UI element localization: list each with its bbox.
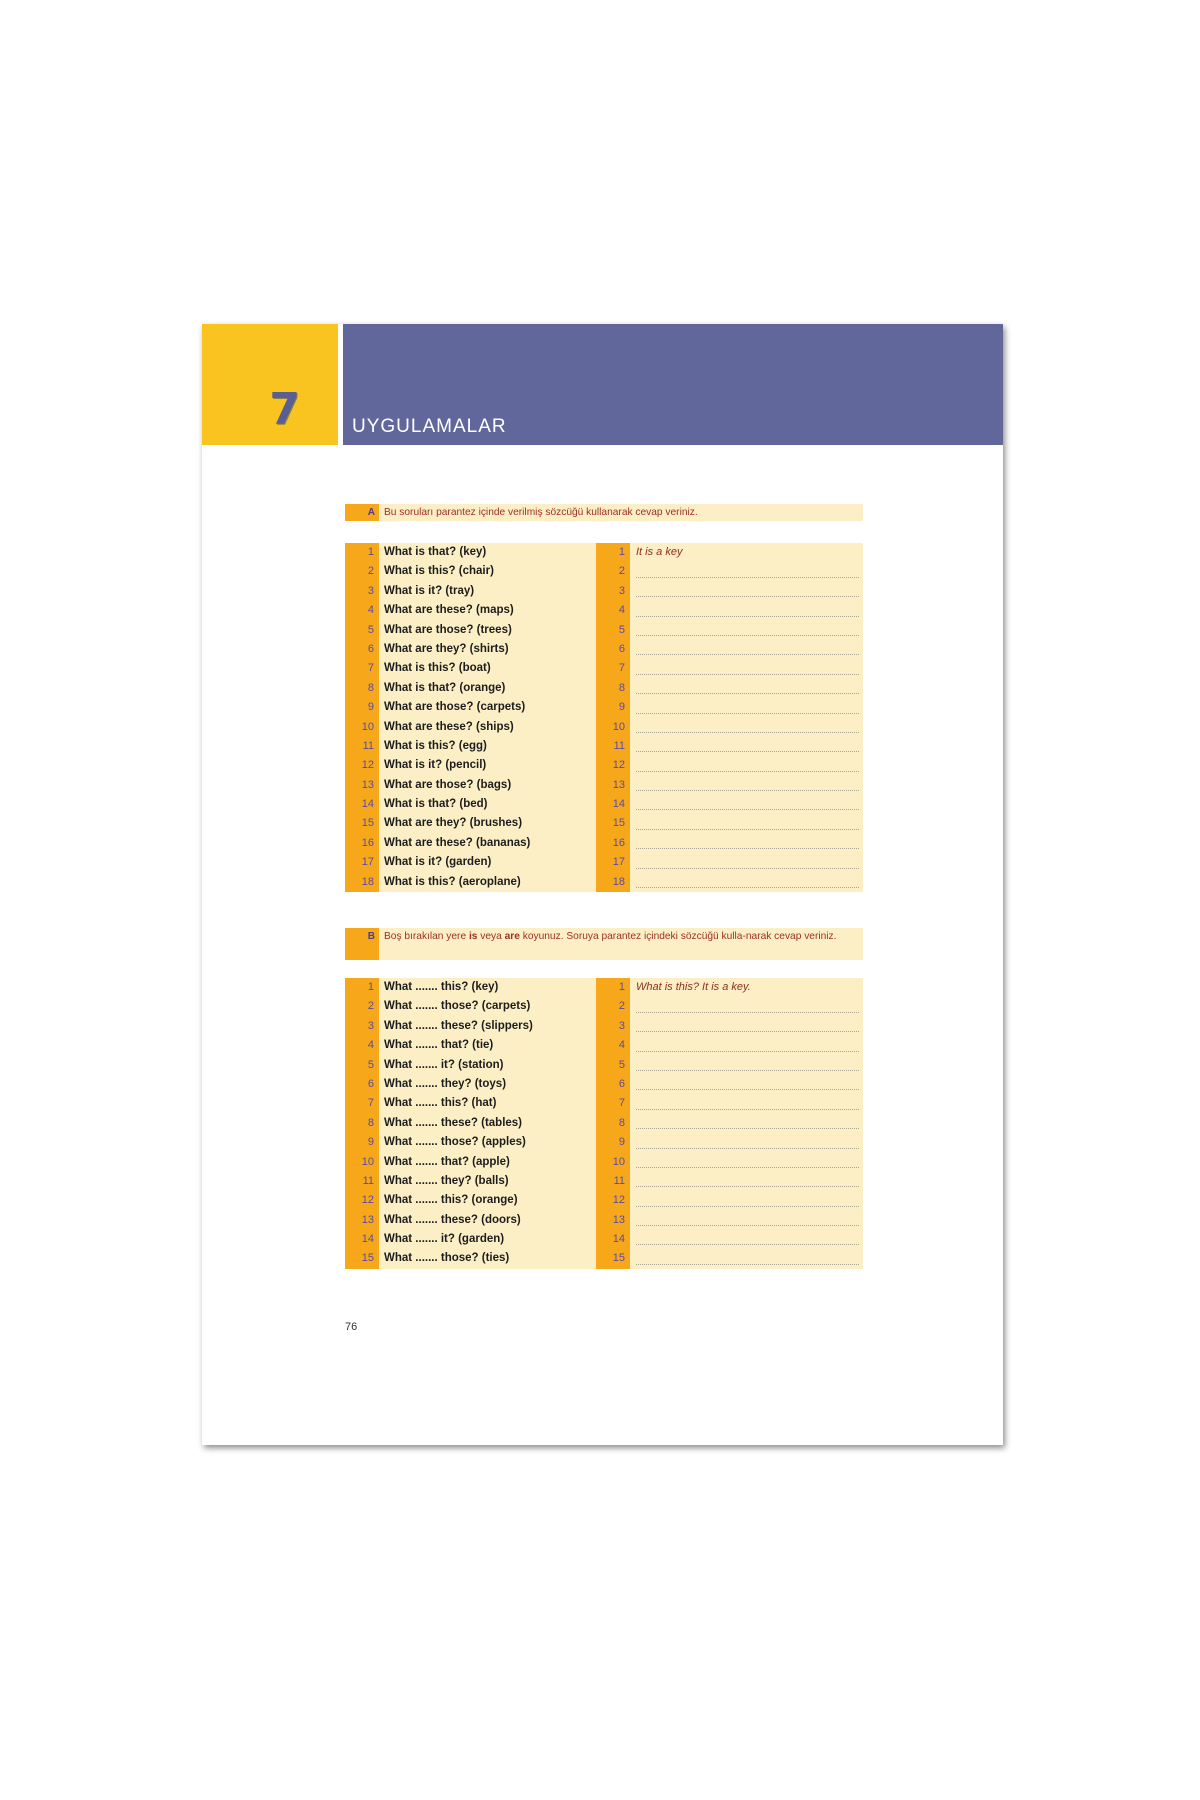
question-text: What ....... this? (orange)	[379, 1191, 596, 1210]
answer-number: 2	[596, 562, 630, 581]
answer-number: 13	[596, 1211, 630, 1230]
table-row	[345, 543, 863, 562]
dotted-line	[636, 1089, 859, 1090]
dotted-line	[636, 616, 859, 617]
title-bar	[343, 324, 1003, 445]
question-number: 16	[345, 834, 379, 853]
dotted-line	[636, 1109, 859, 1110]
answer-number: 12	[596, 1191, 630, 1210]
table-row	[345, 1133, 863, 1152]
answer-number: 12	[596, 756, 630, 775]
question-text: What ....... it? (garden)	[379, 1230, 596, 1249]
dotted-line	[636, 1206, 859, 1207]
answer-number: 7	[596, 1094, 630, 1113]
exercise-letter: B	[345, 928, 379, 960]
table-row	[345, 873, 863, 892]
question-text: What is it? (garden)	[379, 853, 596, 872]
dotted-line	[636, 1148, 859, 1149]
table-row	[345, 776, 863, 795]
exercise-a-table	[345, 543, 863, 892]
dotted-line	[636, 790, 859, 791]
answer-line[interactable]	[630, 756, 863, 775]
question-text: What is that? (orange)	[379, 679, 596, 698]
dotted-line	[636, 713, 859, 714]
dotted-line	[636, 751, 859, 752]
answer-number: 10	[596, 1153, 630, 1172]
answer-line[interactable]	[630, 1249, 863, 1268]
exercise-a-instruction	[345, 504, 863, 521]
question-text: What are those? (bags)	[379, 776, 596, 795]
table-row	[345, 1172, 863, 1191]
answer-line[interactable]	[630, 718, 863, 737]
answer-line[interactable]	[630, 621, 863, 640]
question-number: 11	[345, 737, 379, 756]
dotted-line	[636, 1012, 859, 1013]
question-text: What are they? (shirts)	[379, 640, 596, 659]
question-number: 8	[345, 679, 379, 698]
answer-line[interactable]	[630, 795, 863, 814]
answer-line[interactable]	[630, 873, 863, 892]
question-number: 7	[345, 659, 379, 678]
question-number: 9	[345, 1133, 379, 1152]
question-text: What is this? (boat)	[379, 659, 596, 678]
table-row	[345, 1153, 863, 1172]
question-number: 3	[345, 582, 379, 601]
answer-number: 1	[596, 543, 630, 562]
instruction-text: Boş bırakılan yere is veya are koyunuz. Soruya parantez içindeki sözcüğü kulla-narak cevap veriniz.	[384, 931, 837, 942]
exercise-letter: A	[345, 504, 379, 521]
question-text: What is this? (chair)	[379, 562, 596, 581]
question-number: 6	[345, 640, 379, 659]
answer-number: 16	[596, 834, 630, 853]
table-row	[345, 1094, 863, 1113]
table-row	[345, 1017, 863, 1036]
dotted-line	[636, 674, 859, 675]
question-text: What are those? (carpets)	[379, 698, 596, 717]
dotted-line	[636, 1264, 859, 1265]
question-text: What is that? (key)	[379, 543, 596, 562]
question-text: What are they? (brushes)	[379, 814, 596, 833]
question-number: 8	[345, 1114, 379, 1133]
answer-number: 6	[596, 640, 630, 659]
answer-line[interactable]	[630, 1211, 863, 1230]
answer-line[interactable]	[630, 776, 863, 795]
table-row	[345, 1249, 863, 1268]
question-text: What is it? (tray)	[379, 582, 596, 601]
question-text: What ....... this? (key)	[379, 978, 596, 997]
question-number: 5	[345, 621, 379, 640]
dotted-line	[636, 1051, 859, 1052]
question-number: 13	[345, 776, 379, 795]
table-row	[345, 562, 863, 581]
question-number: 14	[345, 1230, 379, 1249]
table-row	[345, 997, 863, 1016]
answer-number: 18	[596, 873, 630, 892]
dotted-line	[636, 654, 859, 655]
question-number: 10	[345, 718, 379, 737]
chapter-box	[202, 324, 338, 445]
answer-number: 4	[596, 1036, 630, 1055]
chapter-number: 7	[269, 384, 300, 435]
answer-number: 9	[596, 698, 630, 717]
question-text: What ....... those? (carpets)	[379, 997, 596, 1016]
dotted-line	[636, 809, 859, 810]
answer-number: 8	[596, 1114, 630, 1133]
answer-number: 2	[596, 997, 630, 1016]
question-number: 3	[345, 1017, 379, 1036]
question-number: 1	[345, 978, 379, 997]
table-row	[345, 640, 863, 659]
answer-line[interactable]	[630, 1172, 863, 1191]
answer-number: 11	[596, 1172, 630, 1191]
question-number: 11	[345, 1172, 379, 1191]
answer-line[interactable]	[630, 543, 863, 562]
table-row	[345, 621, 863, 640]
table-row	[345, 1114, 863, 1133]
dotted-line	[636, 1167, 859, 1168]
dotted-line	[636, 732, 859, 733]
question-text: What ....... it? (station)	[379, 1056, 596, 1075]
question-text: What ....... that? (apple)	[379, 1153, 596, 1172]
answer-line[interactable]	[630, 659, 863, 678]
question-number: 17	[345, 853, 379, 872]
answer-line[interactable]	[630, 1036, 863, 1055]
answer-number: 6	[596, 1075, 630, 1094]
table-row	[345, 814, 863, 833]
table-row	[345, 756, 863, 775]
question-text: What is this? (aeroplane)	[379, 873, 596, 892]
question-number: 4	[345, 1036, 379, 1055]
dotted-line	[636, 1031, 859, 1032]
table-row	[345, 978, 863, 997]
answer-number: 3	[596, 582, 630, 601]
table-row	[345, 1191, 863, 1210]
answer-number: 14	[596, 795, 630, 814]
answer-number: 8	[596, 679, 630, 698]
answer-number: 4	[596, 601, 630, 620]
answer-line[interactable]	[630, 1056, 863, 1075]
answer-line[interactable]	[630, 679, 863, 698]
table-row	[345, 853, 863, 872]
answer-line[interactable]	[630, 834, 863, 853]
table-row	[345, 795, 863, 814]
table-row	[345, 834, 863, 853]
answer-line[interactable]	[630, 601, 863, 620]
question-number: 4	[345, 601, 379, 620]
answer-line[interactable]	[630, 1133, 863, 1152]
section-title: UYGULAMALAR	[352, 416, 507, 437]
answer-number: 5	[596, 621, 630, 640]
dotted-line	[636, 829, 859, 830]
answer-line[interactable]	[630, 1153, 863, 1172]
question-text: What ....... these? (slippers)	[379, 1017, 596, 1036]
dotted-line	[636, 596, 859, 597]
page-number: 76	[345, 1321, 358, 1333]
dotted-line	[636, 1225, 859, 1226]
question-text: What is that? (bed)	[379, 795, 596, 814]
dotted-line	[636, 868, 859, 869]
dotted-line	[636, 1128, 859, 1129]
table-row	[345, 737, 863, 756]
dotted-line	[636, 577, 859, 578]
question-text: What is this? (egg)	[379, 737, 596, 756]
answer-line[interactable]	[630, 1017, 863, 1036]
answer-line[interactable]	[630, 853, 863, 872]
question-number: 7	[345, 1094, 379, 1113]
exercise-b-table	[345, 978, 863, 1269]
table-row	[345, 1230, 863, 1249]
dotted-line	[636, 1186, 859, 1187]
dotted-line	[636, 1070, 859, 1071]
answer-number: 7	[596, 659, 630, 678]
answer-number: 1	[596, 978, 630, 997]
table-row	[345, 659, 863, 678]
table-row	[345, 718, 863, 737]
answer-line[interactable]	[630, 997, 863, 1016]
answer-line[interactable]	[630, 562, 863, 581]
question-number: 2	[345, 997, 379, 1016]
answer-line[interactable]	[630, 737, 863, 756]
answer-number: 5	[596, 1056, 630, 1075]
question-number: 15	[345, 1249, 379, 1268]
question-number: 12	[345, 756, 379, 775]
question-number: 6	[345, 1075, 379, 1094]
question-number: 1	[345, 543, 379, 562]
answer-line[interactable]	[630, 1114, 863, 1133]
answer-line[interactable]	[630, 1094, 863, 1113]
question-number: 9	[345, 698, 379, 717]
question-number: 18	[345, 873, 379, 892]
question-number: 15	[345, 814, 379, 833]
answer-line[interactable]	[630, 640, 863, 659]
question-text: What ....... those? (apples)	[379, 1133, 596, 1152]
question-text: What ....... they? (balls)	[379, 1172, 596, 1191]
dotted-line	[636, 635, 859, 636]
table-row	[345, 679, 863, 698]
answer-number: 14	[596, 1230, 630, 1249]
dotted-line	[636, 771, 859, 772]
answer-line[interactable]	[630, 1230, 863, 1249]
table-row	[345, 1211, 863, 1230]
answer-number: 10	[596, 718, 630, 737]
table-row	[345, 698, 863, 717]
question-number: 2	[345, 562, 379, 581]
question-number: 14	[345, 795, 379, 814]
dotted-line	[636, 693, 859, 694]
table-row	[345, 601, 863, 620]
answer-line[interactable]	[630, 814, 863, 833]
question-text: What ....... this? (hat)	[379, 1094, 596, 1113]
keyword-is: is	[468, 931, 478, 942]
question-text: What are these? (maps)	[379, 601, 596, 620]
workbook-page	[202, 324, 1003, 1445]
question-text: What are those? (trees)	[379, 621, 596, 640]
question-number: 12	[345, 1191, 379, 1210]
table-row	[345, 1075, 863, 1094]
answer-line[interactable]	[630, 978, 863, 997]
answer-line[interactable]	[630, 582, 863, 601]
question-text: What ....... they? (toys)	[379, 1075, 596, 1094]
dotted-line	[636, 1244, 859, 1245]
question-text: What are these? (bananas)	[379, 834, 596, 853]
answer-text: What is this? It is a key.	[636, 981, 751, 993]
answer-number: 9	[596, 1133, 630, 1152]
question-number: 10	[345, 1153, 379, 1172]
answer-number: 13	[596, 776, 630, 795]
answer-number: 17	[596, 853, 630, 872]
question-text: What ....... those? (ties)	[379, 1249, 596, 1268]
question-text: What ....... these? (tables)	[379, 1114, 596, 1133]
table-row	[345, 582, 863, 601]
instruction-text: Bu soruları parantez içinde verilmiş sözcüğü kullanarak cevap veriniz.	[384, 507, 698, 518]
question-text: What ....... these? (doors)	[379, 1211, 596, 1230]
question-number: 5	[345, 1056, 379, 1075]
question-number: 13	[345, 1211, 379, 1230]
exercise-b-instruction	[345, 928, 863, 960]
table-row	[345, 1036, 863, 1055]
answer-number: 3	[596, 1017, 630, 1036]
answer-number: 15	[596, 1249, 630, 1268]
table-row	[345, 1056, 863, 1075]
answer-number: 15	[596, 814, 630, 833]
question-text: What is it? (pencil)	[379, 756, 596, 775]
answer-line[interactable]	[630, 1191, 863, 1210]
keyword-are: are	[504, 931, 520, 942]
answer-number: 11	[596, 737, 630, 756]
dotted-line	[636, 848, 859, 849]
dotted-line	[636, 887, 859, 888]
question-text: What ....... that? (tie)	[379, 1036, 596, 1055]
answer-line[interactable]	[630, 1075, 863, 1094]
question-text: What are these? (ships)	[379, 718, 596, 737]
answer-line[interactable]	[630, 698, 863, 717]
answer-text: It is a key	[636, 546, 683, 558]
